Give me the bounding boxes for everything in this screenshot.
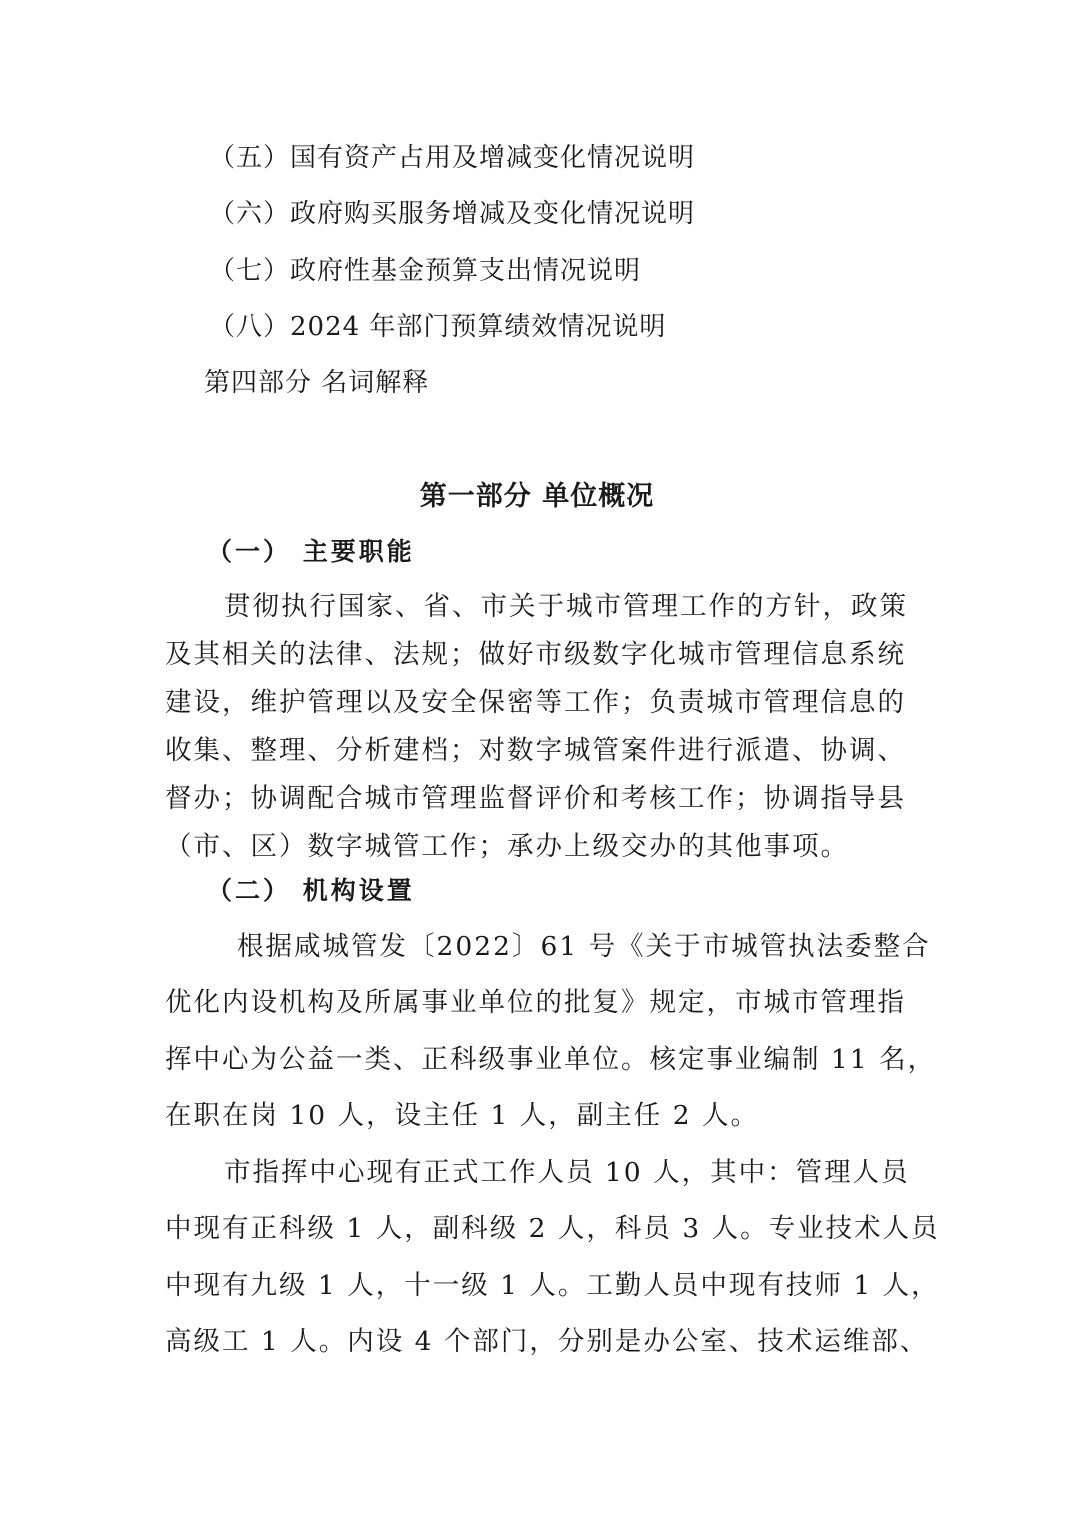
section1-heading: （一） 主要职能 xyxy=(207,537,415,566)
section1-line: 建设，维护管理以及安全保密等工作；负责城市管理信息的 xyxy=(165,687,906,718)
toc-item-8: （八）2024 年部门预算绩效情况说明 xyxy=(209,312,667,342)
section2-para2-line: 高级工 1 人。内设 4 个部门，分别是办公室、技术运维部、 xyxy=(165,1326,929,1357)
toc-item-6: （六）政府购买服务增减及变化情况说明 xyxy=(209,199,696,229)
section2-para2-line: 中现有九级 1 人，十一级 1 人。工勤人员中现有技师 1 人， xyxy=(165,1270,940,1301)
toc-part-4: 第四部分 名词解释 xyxy=(204,368,430,398)
section2-para1-line: 在职在岗 10 人，设主任 1 人，副主任 2 人。 xyxy=(165,1100,759,1131)
section2-para2-line: 中现有正科级 1 人，副科级 2 人，科员 3 人。专业技术人员 xyxy=(165,1213,940,1244)
toc-item-5: （五）国有资产占用及增减变化情况说明 xyxy=(209,143,696,173)
section2-para1-line: 优化内设机构及所属事业单位的批复》规定，市城市管理指 xyxy=(165,987,906,1018)
section1-line: 收集、整理、分析建档；对数字城管案件进行派遣、协调、 xyxy=(165,735,906,766)
toc-item-7: （七）政府性基金预算支出情况说明 xyxy=(209,256,642,286)
section1-line: （市、区）数字城管工作；承办上级交办的其他事项。 xyxy=(165,831,849,862)
section2-heading: （二） 机构设置 xyxy=(207,876,415,905)
section1-line: 贯彻执行国家、省、市关于城市管理工作的方针，政策 xyxy=(224,591,908,622)
section2-para2-line: 市指挥中心现有正式工作人员 10 人，其中：管理人员 xyxy=(224,1157,910,1188)
section2-para1-line: 根据咸城管发〔2022〕61 号《关于市城管执法委整合 xyxy=(237,931,931,962)
part1-title: 第一部分 单位概况 xyxy=(419,481,655,512)
section1-line: 督办；协调配合城市管理监督评价和考核工作；协调指导县 xyxy=(165,783,906,814)
section1-line: 及其相关的法律、法规；做好市级数字化城市管理信息系统 xyxy=(165,639,906,670)
section2-para1-line: 挥中心为公益一类、正科级事业单位。核定事业编制 11 名， xyxy=(165,1044,937,1075)
